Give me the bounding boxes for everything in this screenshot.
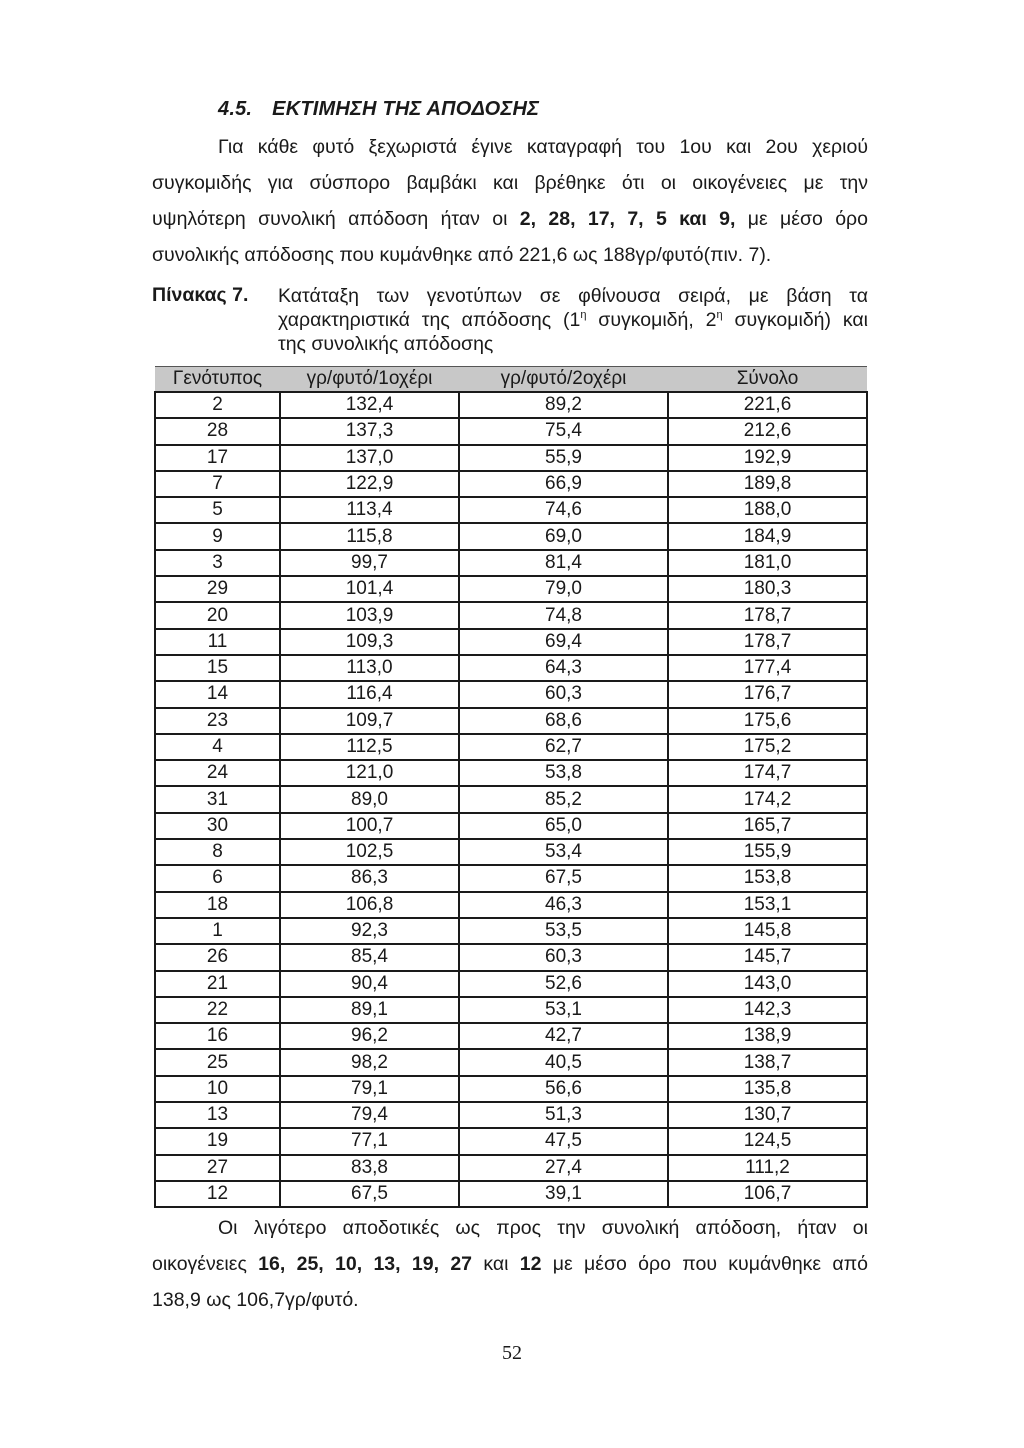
cell-genotype: 4	[155, 734, 280, 760]
table-row	[155, 523, 867, 549]
cell-genotype: 8	[155, 839, 280, 865]
cell-genotype: 18	[155, 892, 280, 918]
table-row	[155, 865, 867, 891]
cell-total: 181,0	[668, 550, 867, 576]
conclusion-line	[152, 1246, 868, 1282]
cell-second-harvest: 53,8	[459, 760, 668, 786]
cell-second-harvest: 67,5	[459, 865, 668, 891]
table-row	[155, 1181, 867, 1207]
cell-total: 145,8	[668, 918, 867, 944]
cell-genotype: 21	[155, 971, 280, 997]
cell-total: 124,5	[668, 1128, 867, 1154]
cell-second-harvest: 68,6	[459, 708, 668, 734]
cell-second-harvest: 39,1	[459, 1181, 668, 1207]
cell-genotype: 14	[155, 681, 280, 707]
cell-second-harvest: 27,4	[459, 1155, 668, 1181]
cell-total: 175,6	[668, 708, 867, 734]
cell-genotype: 31	[155, 786, 280, 812]
cell-total: 143,0	[668, 971, 867, 997]
cell-second-harvest: 60,3	[459, 681, 668, 707]
cell-second-harvest: 79,0	[459, 576, 668, 602]
cell-total: 138,9	[668, 1023, 867, 1049]
cell-genotype: 30	[155, 813, 280, 839]
cell-total: 180,3	[668, 576, 867, 602]
cell-first-harvest: 122,9	[280, 471, 459, 497]
cell-first-harvest: 113,0	[280, 655, 459, 681]
cell-genotype: 13	[155, 1102, 280, 1128]
table-row	[155, 576, 867, 602]
table-row	[155, 602, 867, 628]
cell-total: 212,6	[668, 418, 867, 444]
table-row	[155, 392, 867, 418]
cell-first-harvest: 99,7	[280, 550, 459, 576]
cell-second-harvest: 55,9	[459, 445, 668, 471]
cell-genotype: 24	[155, 760, 280, 786]
cell-total: 175,2	[668, 734, 867, 760]
cell-first-harvest: 92,3	[280, 918, 459, 944]
cell-second-harvest: 56,6	[459, 1076, 668, 1102]
table-row	[155, 786, 867, 812]
caption-text: χαρακτηριστικά της απόδοσης (1	[278, 309, 581, 331]
cell-genotype: 27	[155, 1155, 280, 1181]
cell-second-harvest: 40,5	[459, 1049, 668, 1075]
table-row	[155, 918, 867, 944]
table-row	[155, 1049, 867, 1075]
intro-line: συνολικής απόδοσης που κυμάνθηκε από 221,6 ως 188γρ/φυτό(πιν. 7).	[152, 244, 772, 266]
cell-genotype: 1	[155, 918, 280, 944]
cell-second-harvest: 47,5	[459, 1128, 668, 1154]
cell-second-harvest: 69,0	[459, 523, 668, 549]
table-row	[155, 971, 867, 997]
cell-genotype: 12	[155, 1181, 280, 1207]
cell-first-harvest: 115,8	[280, 523, 459, 549]
section-title: ΕΚΤΙΜΗΣΗ ΤΗΣ ΑΠΟΔΟΣΗΣ	[272, 98, 540, 120]
cell-first-harvest: 90,4	[280, 971, 459, 997]
intro-paragraph	[152, 129, 868, 273]
cell-first-harvest: 112,5	[280, 734, 459, 760]
cell-total: 111,2	[668, 1155, 867, 1181]
cell-first-harvest: 103,9	[280, 602, 459, 628]
cell-total: 178,7	[668, 602, 867, 628]
cell-first-harvest: 89,1	[280, 997, 459, 1023]
cell-total: 153,8	[668, 865, 867, 891]
cell-total: 174,7	[668, 760, 867, 786]
table-row	[155, 708, 867, 734]
cell-total: 178,7	[668, 629, 867, 655]
cell-first-harvest: 102,5	[280, 839, 459, 865]
section-heading	[218, 98, 539, 121]
conclusion-line: 138,9 ως 106,7γρ/φυτό.	[152, 1289, 359, 1311]
cell-genotype: 17	[155, 445, 280, 471]
cell-total: 192,9	[668, 445, 867, 471]
conclusion-text: με μέσο όρο που κυμάνθηκε από	[541, 1253, 868, 1275]
table-row	[155, 839, 867, 865]
cell-first-harvest: 109,3	[280, 629, 459, 655]
caption-line	[278, 308, 868, 332]
cell-first-harvest: 79,1	[280, 1076, 459, 1102]
cell-genotype: 28	[155, 418, 280, 444]
cell-first-harvest: 116,4	[280, 681, 459, 707]
cell-first-harvest: 137,3	[280, 418, 459, 444]
cell-genotype: 29	[155, 576, 280, 602]
cell-first-harvest: 67,5	[280, 1181, 459, 1207]
superscript: η	[580, 309, 587, 321]
section-number: 4.5.	[218, 98, 253, 120]
cell-total: 188,0	[668, 497, 867, 523]
cell-total: 189,8	[668, 471, 867, 497]
page-number: 52	[502, 1342, 522, 1364]
cell-genotype: 25	[155, 1049, 280, 1075]
header-first-harvest: γρ/φυτό/1οχέρι	[280, 367, 459, 393]
table-row	[155, 550, 867, 576]
cell-genotype: 15	[155, 655, 280, 681]
cell-second-harvest: 85,2	[459, 786, 668, 812]
intro-text: υψηλότερη συνολική απόδοση ήταν οι	[152, 208, 520, 230]
cell-total: 106,7	[668, 1181, 867, 1207]
table-row	[155, 655, 867, 681]
conclusion-line: Οι λιγότερο αποδοτικές ως προς την συνολική απόδοση, ήταν οι	[218, 1217, 868, 1239]
table-caption-label: Πίνακας 7.	[152, 284, 249, 306]
cell-first-harvest: 96,2	[280, 1023, 459, 1049]
caption-text: συγκομιδή) και	[722, 309, 868, 331]
table-row	[155, 681, 867, 707]
caption-line: της συνολικής απόδοσης	[278, 333, 494, 355]
cell-second-harvest: 69,4	[459, 629, 668, 655]
cell-total: 155,9	[668, 839, 867, 865]
cell-genotype: 23	[155, 708, 280, 734]
cell-total: 221,6	[668, 392, 867, 418]
cell-second-harvest: 52,6	[459, 971, 668, 997]
cell-second-harvest: 42,7	[459, 1023, 668, 1049]
table-row	[155, 497, 867, 523]
table-row	[155, 760, 867, 786]
table-row	[155, 1076, 867, 1102]
header-second-harvest: γρ/φυτό/2οχέρι	[459, 367, 668, 393]
header-total: Σύνολο	[668, 367, 867, 393]
table-row	[155, 944, 867, 970]
cell-second-harvest: 81,4	[459, 550, 668, 576]
table-row	[155, 471, 867, 497]
table-row	[155, 813, 867, 839]
cell-total: 165,7	[668, 813, 867, 839]
cell-first-harvest: 79,4	[280, 1102, 459, 1128]
cell-total: 130,7	[668, 1102, 867, 1128]
cell-second-harvest: 64,3	[459, 655, 668, 681]
cell-genotype: 6	[155, 865, 280, 891]
header-genotype: Γενότυπος	[155, 367, 280, 393]
cell-second-harvest: 51,3	[459, 1102, 668, 1128]
conclusion-paragraph	[152, 1210, 868, 1318]
conclusion-text: και	[472, 1253, 520, 1275]
table-row	[155, 997, 867, 1023]
cell-total: 184,9	[668, 523, 867, 549]
cell-total: 138,7	[668, 1049, 867, 1075]
cell-second-harvest: 74,8	[459, 602, 668, 628]
cell-genotype: 22	[155, 997, 280, 1023]
cell-total: 142,3	[668, 997, 867, 1023]
cell-genotype: 11	[155, 629, 280, 655]
cell-total: 174,2	[668, 786, 867, 812]
cell-first-harvest: 101,4	[280, 576, 459, 602]
intro-text: με μέσο όρο	[735, 208, 868, 230]
cell-second-harvest: 62,7	[459, 734, 668, 760]
cell-second-harvest: 53,4	[459, 839, 668, 865]
cell-first-harvest: 137,0	[280, 445, 459, 471]
cell-second-harvest: 53,5	[459, 918, 668, 944]
caption-line: Κατάταξη των γενοτύπων σε φθίνουσα σειρά, με βάση τα	[278, 285, 868, 307]
table-row	[155, 1023, 867, 1049]
intro-line: συγκομιδής για σύσπορο βαμβάκι και βρέθηκε ότι οι οικογένειες με την	[152, 172, 868, 194]
table-row	[155, 445, 867, 471]
cell-total: 177,4	[668, 655, 867, 681]
cell-genotype: 2	[155, 392, 280, 418]
cell-first-harvest: 109,7	[280, 708, 459, 734]
cell-genotype: 20	[155, 602, 280, 628]
table-row	[155, 734, 867, 760]
cell-first-harvest: 98,2	[280, 1049, 459, 1075]
table-row	[155, 418, 867, 444]
cell-total: 176,7	[668, 681, 867, 707]
table-body	[155, 392, 867, 1207]
cell-first-harvest: 89,0	[280, 786, 459, 812]
top-families: 2, 28, 17, 7, 5 και 9,	[519, 208, 736, 230]
cell-total: 135,8	[668, 1076, 867, 1102]
low-family: 12	[519, 1253, 542, 1275]
cell-second-harvest: 46,3	[459, 892, 668, 918]
cell-first-harvest: 132,4	[280, 392, 459, 418]
cell-second-harvest: 89,2	[459, 392, 668, 418]
cell-second-harvest: 60,3	[459, 944, 668, 970]
cell-genotype: 26	[155, 944, 280, 970]
cell-second-harvest: 75,4	[459, 418, 668, 444]
cell-second-harvest: 74,6	[459, 497, 668, 523]
cell-genotype: 9	[155, 523, 280, 549]
table-row	[155, 629, 867, 655]
table-caption	[278, 284, 868, 356]
cell-first-harvest: 106,8	[280, 892, 459, 918]
cell-second-harvest: 65,0	[459, 813, 668, 839]
cell-first-harvest: 85,4	[280, 944, 459, 970]
cell-total: 145,7	[668, 944, 867, 970]
table-row	[155, 892, 867, 918]
cell-genotype: 19	[155, 1128, 280, 1154]
conclusion-text: οικογένειες	[152, 1253, 259, 1275]
intro-line	[152, 201, 868, 237]
table-row	[155, 1128, 867, 1154]
cell-genotype: 10	[155, 1076, 280, 1102]
intro-line: Για κάθε φυτό ξεχωριστά έγινε καταγραφή του 1ου και 2ου χεριού	[218, 136, 868, 158]
cell-genotype: 5	[155, 497, 280, 523]
caption-text: συγκομιδή, 2	[586, 309, 717, 331]
yield-table	[154, 366, 868, 1208]
cell-first-harvest: 77,1	[280, 1128, 459, 1154]
cell-genotype: 16	[155, 1023, 280, 1049]
superscript: η	[716, 309, 723, 321]
cell-first-harvest: 100,7	[280, 813, 459, 839]
cell-genotype: 3	[155, 550, 280, 576]
low-families: 16, 25, 10, 13, 19, 27	[258, 1253, 473, 1275]
cell-genotype: 7	[155, 471, 280, 497]
table-row	[155, 1155, 867, 1181]
cell-total: 153,1	[668, 892, 867, 918]
cell-first-harvest: 86,3	[280, 865, 459, 891]
cell-second-harvest: 53,1	[459, 997, 668, 1023]
cell-second-harvest: 66,9	[459, 471, 668, 497]
table-header-row	[155, 367, 867, 393]
cell-first-harvest: 121,0	[280, 760, 459, 786]
table-row	[155, 1102, 867, 1128]
cell-first-harvest: 83,8	[280, 1155, 459, 1181]
cell-first-harvest: 113,4	[280, 497, 459, 523]
